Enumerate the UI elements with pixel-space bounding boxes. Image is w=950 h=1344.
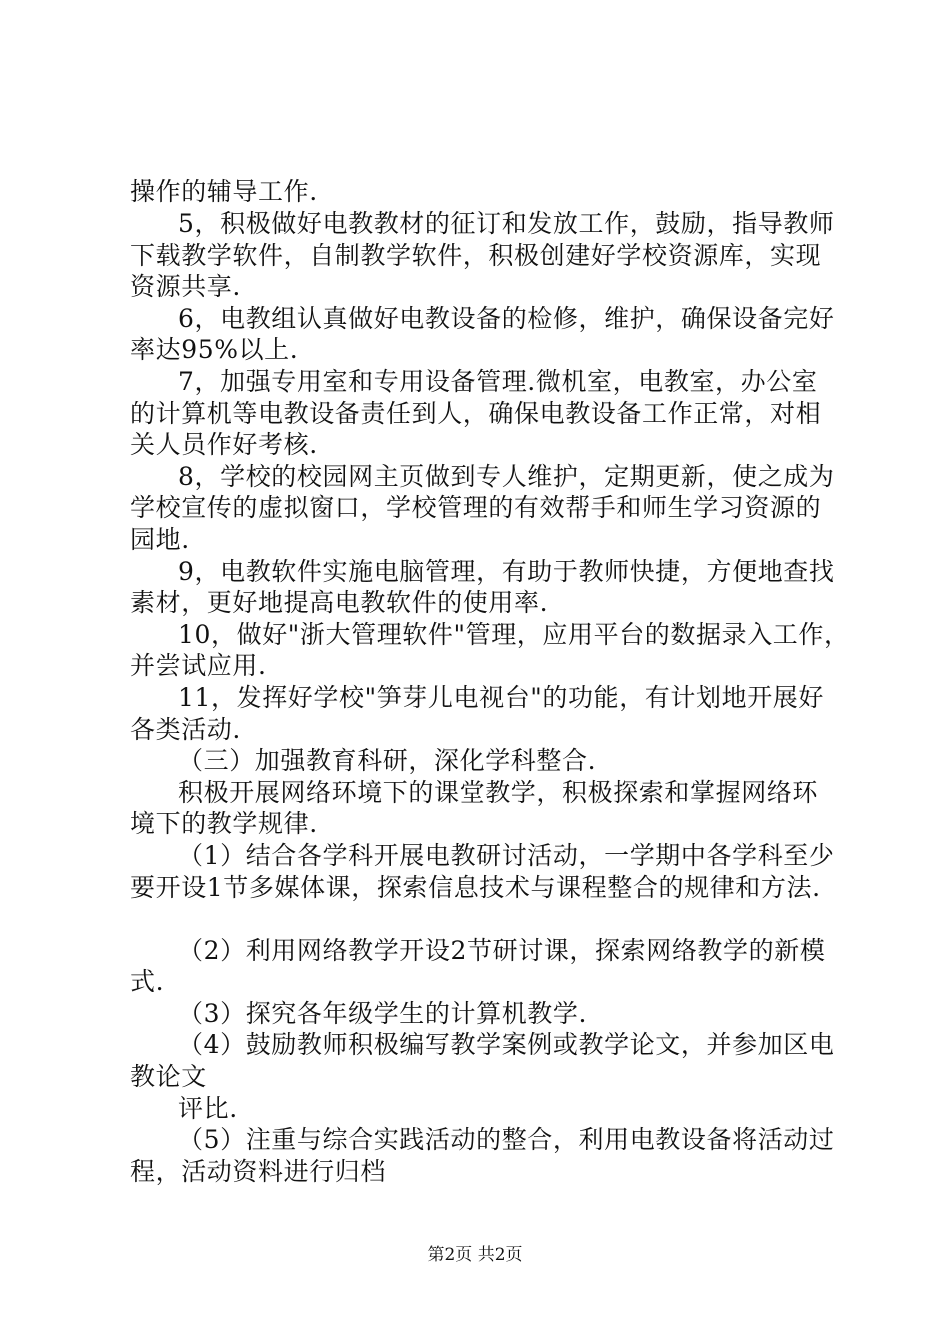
text-line: 积极开展网络环境下的课堂教学，积极探索和掌握网络环 (178, 778, 819, 807)
text-line: 6，电教组认真做好电教设备的检修，维护，确保设备完好 (178, 304, 835, 333)
text-line: 5，积极做好电教教材的征订和发放工作，鼓励，指导教师 (178, 209, 835, 238)
text-line: 评比. (178, 1094, 238, 1123)
text-line: 程，活动资料进行归档 (130, 1157, 387, 1186)
text-line: 7，加强专用室和专用设备管理.微机室，电教室，办公室 (178, 367, 818, 396)
page-number: 第2页 共2页 (427, 1245, 523, 1265)
text-line: 下载教学软件，自制教学软件，积极创建好学校资源库，实现 (130, 241, 822, 270)
text-line: 学校宣传的虚拟窗口，学校管理的有效帮手和师生学习资源的 (130, 493, 822, 522)
text-line: 各类活动. (130, 715, 241, 744)
text-line: 境下的教学规律. (130, 809, 318, 838)
text-line: 素材，更好地提高电教软件的使用率. (130, 588, 549, 617)
text-line: 8，学校的校园网主页做到专人维护，定期更新，使之成为 (178, 462, 835, 491)
text-line: （4）鼓励教师积极编写教学案例或教学论文，并参加区电 (178, 1030, 835, 1059)
text-line: （三）加强教育科研，深化学科整合. (178, 746, 597, 775)
text-line: 园地. (130, 525, 190, 554)
text-line: 式. (130, 967, 165, 996)
text-line: （3）探究各年级学生的计算机教学. (178, 999, 588, 1028)
text-line: 的计算机等电教设备责任到人，确保电教设备工作正常，对相 (130, 399, 822, 428)
text-line: 11，发挥好学校"笋芽儿电视台"的功能，有计划地开展好 (178, 683, 825, 712)
text-line: （2）利用网络教学开设2节研讨课，探索网络教学的新模 (178, 936, 826, 965)
text-line: 9，电教软件实施电脑管理，有助于教师快捷，方便地查找 (178, 557, 835, 586)
text-line: （5）注重与综合实践活动的整合，利用电教设备将活动过 (178, 1125, 835, 1154)
text-line: 教论文 (130, 1062, 207, 1091)
text-line: 要开设1节多媒体课，探索信息技术与课程整合的规律和方法. (130, 873, 821, 902)
text-line: 资源共享. (130, 272, 241, 301)
text-line: （1）结合各学科开展电教研讨活动，一学期中各学科至少 (178, 841, 835, 870)
text-line: 操作的辅导工作. (130, 177, 318, 206)
text-line: 率达95%以上. (130, 335, 299, 364)
text-line: 关人员作好考核. (130, 430, 318, 459)
text-line: 并尝试应用. (130, 651, 267, 680)
text-line: 10，做好"浙大管理软件"管理，应用平台的数据录入工作， (178, 620, 850, 649)
